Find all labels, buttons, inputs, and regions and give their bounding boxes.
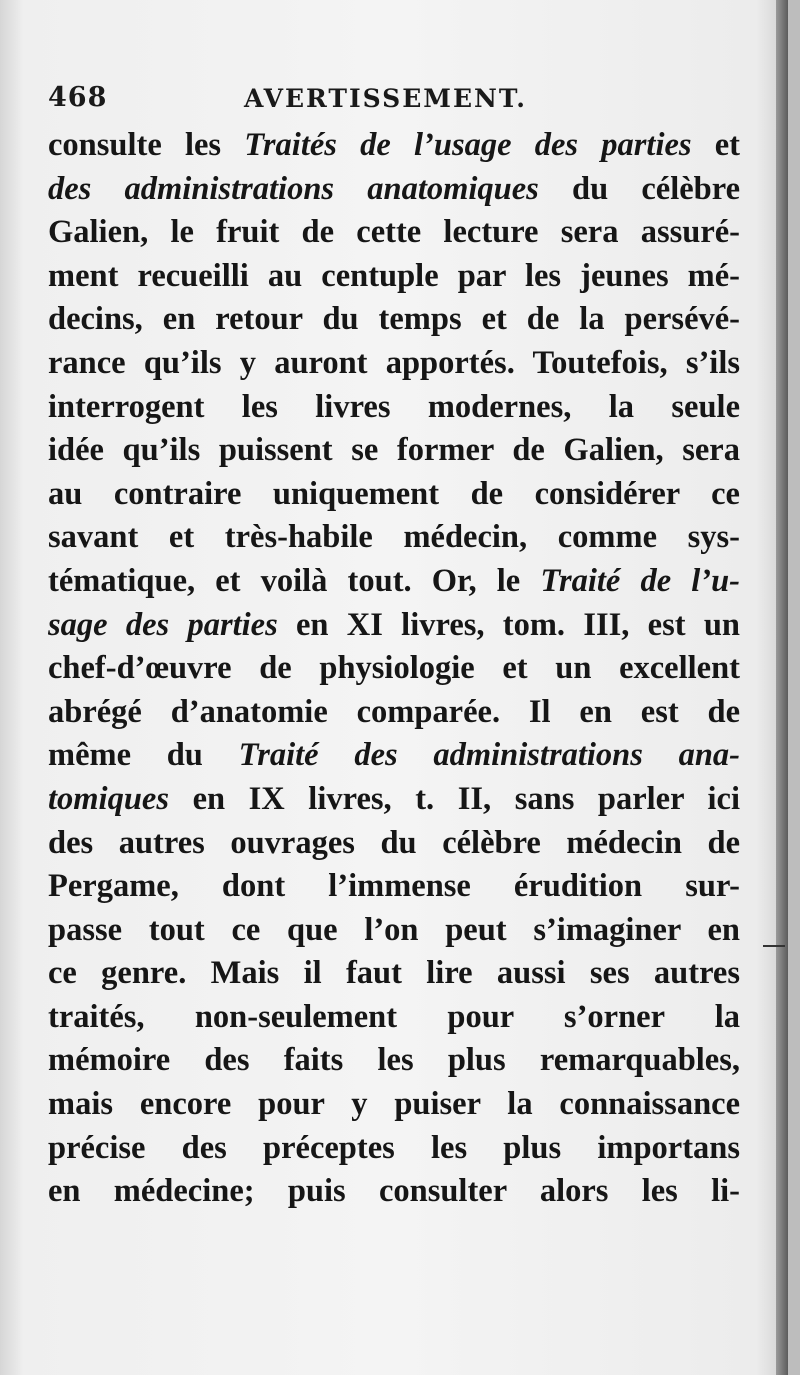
italic-title-segment: Traité des administrations ana- <box>238 737 740 774</box>
text-segment: en IX livres, t. II, sans parler ici <box>169 780 740 817</box>
text-line <box>48 647 740 691</box>
text-segment: en médecine; puis consulter alors les li- <box>48 1173 740 1210</box>
text-line <box>48 1127 740 1171</box>
text-line <box>48 255 740 299</box>
text-segment: passe tout ce que l’on peut s’imaginer en <box>48 911 740 948</box>
page-edge-shadow <box>776 0 788 1375</box>
italic-title-segment: Traité de l’u- <box>540 562 740 599</box>
text-segment: et <box>691 127 740 163</box>
text-line <box>48 778 740 822</box>
italic-title-segment: tomiques <box>48 780 169 817</box>
text-line <box>48 1039 740 1083</box>
text-segment: Pergame, dont l’immense érudition sur- <box>48 868 740 905</box>
text-line <box>48 473 740 517</box>
text-segment: mais encore pour y puiser la connaissance <box>48 1086 740 1123</box>
text-line <box>48 996 740 1040</box>
text-segment: ce genre. Mais il faut lire aussi ses autres <box>48 955 740 992</box>
text-segment: au contraire uniquement de considérer ce <box>48 475 740 512</box>
text-line <box>48 124 740 168</box>
italic-title-segment: sage des parties <box>48 606 278 643</box>
text-segment: idée qu’ils puissent se former de Galien, sera <box>48 432 740 469</box>
running-header <box>48 82 738 126</box>
italic-title-segment: des administrations anatomiques <box>48 170 539 207</box>
text-segment: tématique, et voilà tout. Or, le <box>48 562 541 599</box>
text-segment: du célèbre <box>538 170 740 207</box>
text-segment: des autres ouvrages du célèbre médecin de <box>48 824 740 861</box>
body-text <box>48 124 740 1214</box>
text-segment: traités, non-seulement pour s’orner la <box>48 998 740 1035</box>
text-line <box>48 952 740 996</box>
text-line <box>48 560 740 604</box>
text-line <box>48 865 740 909</box>
text-segment: decins, en retour du temps et de la persévé- <box>48 301 740 338</box>
italic-title-segment: Traités de l’usage des parties <box>244 127 692 163</box>
text-line <box>48 298 740 342</box>
text-segment: ment recueilli au centuple par les jeunes mé- <box>48 257 740 294</box>
text-segment: chef-d’œuvre de physiologie et un excellent <box>48 650 740 687</box>
text-line <box>48 429 740 473</box>
text-segment: mémoire des faits les plus remarquables, <box>48 1042 740 1079</box>
text-segment: même du <box>48 737 239 774</box>
text-segment: en XI livres, tom. III, est un <box>277 606 740 643</box>
page-number: 468 <box>48 82 108 113</box>
text-line <box>48 909 740 953</box>
text-line <box>48 342 740 386</box>
text-line <box>48 1170 740 1214</box>
text-segment: interrogent les livres modernes, la seule <box>48 388 740 425</box>
text-segment: abrégé d’anatomie comparée. Il en est de <box>48 693 740 730</box>
text-line <box>48 604 740 648</box>
text-segment: précise des préceptes les plus importans <box>48 1129 740 1166</box>
text-segment: consulte les <box>48 127 245 163</box>
running-title: AVERTISSEMENT. <box>244 84 527 113</box>
text-segment: Galien, le fruit de cette lecture sera assuré- <box>48 214 740 251</box>
text-segment: rance qu’ils y auront apportés. Toutefois, s’ils <box>48 344 740 381</box>
text-line <box>48 1083 740 1127</box>
text-line <box>48 386 740 430</box>
margin-mark <box>763 945 785 947</box>
text-line <box>48 734 740 778</box>
text-line <box>48 822 740 866</box>
text-segment: savant et très-habile médecin, comme sys- <box>48 519 740 556</box>
text-line <box>48 516 740 560</box>
text-line <box>48 211 740 255</box>
text-line <box>48 168 740 212</box>
text-line <box>48 691 740 735</box>
